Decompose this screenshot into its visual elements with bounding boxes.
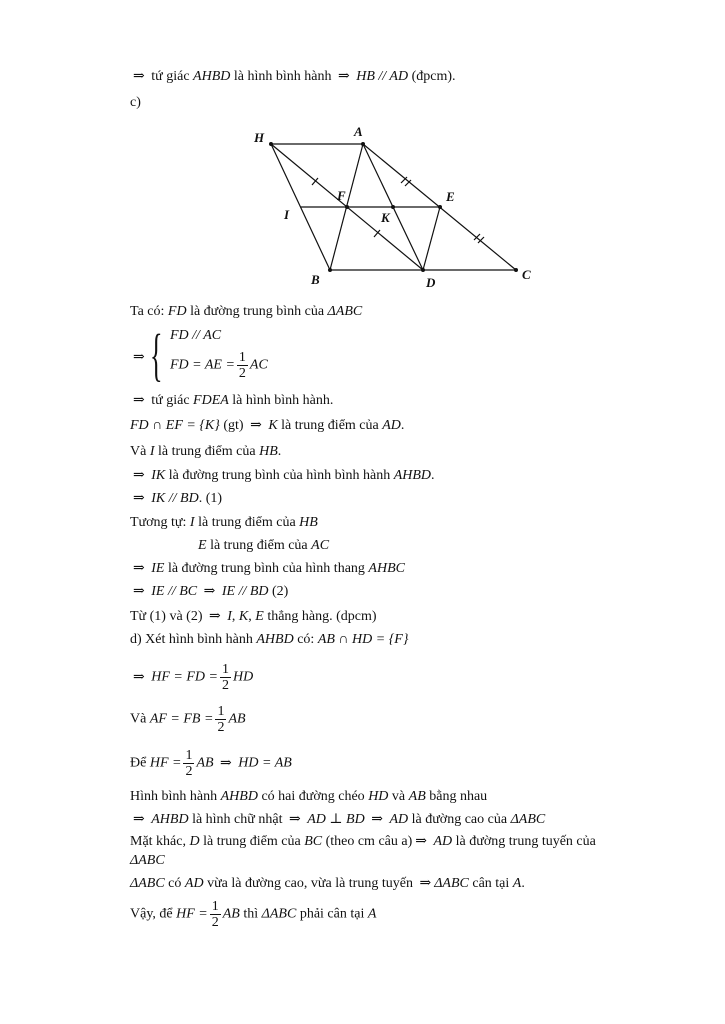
- point-K: [391, 205, 395, 209]
- text: c): [130, 95, 141, 110]
- math: E: [198, 538, 207, 553]
- text: là đường trung bình của hình bình hành: [168, 468, 391, 483]
- fraction: [220, 662, 231, 693]
- math: HB // AD: [356, 69, 409, 84]
- math: I: [149, 444, 155, 459]
- math: I: [227, 609, 232, 624]
- math: IK: [151, 468, 166, 483]
- implies-arrow: ⇒: [203, 584, 216, 599]
- curly-brace: {: [150, 322, 163, 387]
- text: .: [521, 876, 525, 891]
- point-H: [269, 142, 273, 146]
- text: và: [391, 789, 406, 804]
- text: là hình chữ nhật: [192, 812, 283, 827]
- denominator: 2: [221, 678, 229, 693]
- text: d) Xét hình bình hành: [130, 632, 253, 647]
- implies-arrow: ⇒: [371, 812, 383, 827]
- implies-arrow: ⇒: [133, 393, 145, 408]
- math: AB: [408, 789, 426, 804]
- point-B: [328, 268, 332, 272]
- text: . (1): [198, 491, 223, 506]
- math: IK // BD: [151, 491, 199, 506]
- text: Để: [130, 755, 147, 771]
- implies-arrow: ⇒: [133, 669, 145, 685]
- math: AD: [433, 834, 453, 849]
- line-collinear: [130, 609, 377, 625]
- math: HF = FD =: [151, 669, 218, 685]
- text: Và: [130, 711, 147, 727]
- text: là trung điểm của: [198, 515, 296, 530]
- text: có:: [297, 632, 315, 647]
- geometry-figure: [0, 0, 725, 300]
- text: .: [277, 444, 282, 459]
- implies-arrow: ⇒: [220, 755, 232, 771]
- point-F: [345, 205, 349, 209]
- label-C: C: [522, 267, 531, 282]
- text: vừa là đường cao, vừa là trung tuyến: [207, 876, 413, 891]
- point-C: [514, 268, 518, 272]
- line-midline-fd: [130, 304, 362, 320]
- text: là đường trung tuyến của: [455, 834, 596, 849]
- line-parallelogram-fdea: [130, 393, 333, 409]
- text: tứ giác: [151, 393, 190, 408]
- point-D: [421, 268, 425, 272]
- text: Từ (1) và (2): [130, 609, 203, 624]
- math: ΔABC: [130, 876, 165, 891]
- implies-arrow: ⇒: [415, 834, 427, 849]
- numerator: 1: [211, 899, 219, 914]
- text: .: [400, 418, 405, 433]
- math: AHBC: [368, 561, 405, 576]
- math: IE // BC: [151, 584, 198, 599]
- math: FD = AE =: [170, 357, 235, 373]
- line-hf-fd: [130, 662, 253, 693]
- equation-2: [170, 350, 268, 381]
- math: AC: [311, 538, 330, 553]
- text: là hình bình hành: [233, 69, 332, 84]
- label-H: H: [254, 130, 265, 145]
- line-e-midpoint: [198, 538, 329, 554]
- fraction: [237, 350, 248, 381]
- fraction: [210, 899, 221, 930]
- line-ik-midline: [130, 468, 435, 484]
- segment-ED: [423, 207, 440, 270]
- text: (2): [272, 584, 289, 599]
- text: Vậy, để: [130, 906, 173, 922]
- math: HB: [299, 515, 318, 530]
- text: Hình bình hành: [130, 789, 218, 804]
- math: FD // AC: [170, 328, 222, 343]
- implies-arrow: ⇒: [419, 876, 432, 891]
- math: AD: [382, 418, 401, 433]
- line-median: [130, 834, 596, 850]
- text: Ta có:: [130, 304, 165, 319]
- implies-arrow: ⇒: [133, 350, 145, 365]
- text: là trung điểm của: [203, 834, 301, 849]
- math: A: [512, 876, 522, 891]
- denominator: 2: [211, 915, 219, 930]
- math: D: [189, 834, 200, 849]
- text: là trung điểm của: [158, 444, 256, 459]
- text: tứ giác: [151, 69, 190, 84]
- point-A: [361, 142, 365, 146]
- denominator: 2: [217, 720, 225, 735]
- implies-arrow: ⇒: [133, 491, 145, 506]
- math: A: [367, 906, 377, 922]
- numerator: 1: [185, 748, 193, 763]
- math: I: [189, 515, 195, 530]
- implies-arrow: ⇒: [337, 69, 350, 84]
- fraction: [183, 748, 194, 779]
- math: AD: [184, 876, 204, 891]
- text: là đường trung bình của: [190, 304, 325, 319]
- math: ΔABC: [261, 906, 297, 922]
- line-ie-midline: [130, 561, 405, 577]
- text: Và: [130, 444, 147, 459]
- line-final: [130, 899, 376, 930]
- text: Mặt khác,: [130, 834, 186, 849]
- math: FD ∩ EF = {K}: [130, 418, 220, 433]
- math: AHBD: [256, 632, 294, 647]
- text: ,: [248, 609, 252, 624]
- text: có: [168, 876, 182, 891]
- line-part-d: [130, 632, 408, 648]
- line-ie-parallel: [130, 584, 288, 600]
- denominator: 2: [238, 366, 246, 381]
- line-k-midpoint: [130, 418, 404, 434]
- math: AHBD: [193, 69, 231, 84]
- math: AHBD: [393, 468, 432, 483]
- text: thì: [243, 906, 259, 922]
- text: cân tại: [472, 876, 510, 891]
- implies-arrow: ⇒: [209, 609, 221, 624]
- text: là hình bình hành.: [232, 393, 334, 408]
- math: AHBD: [220, 789, 258, 804]
- math: AB ∩ HD = {F}: [317, 632, 409, 647]
- label-F: F: [337, 188, 346, 203]
- math: AC: [249, 357, 268, 373]
- denominator: 2: [185, 764, 193, 779]
- text: có hai đường chéo: [261, 789, 365, 804]
- line-condition: [130, 748, 292, 779]
- implies-arrow: ⇒: [133, 468, 145, 483]
- numerator: 1: [217, 704, 225, 719]
- line-equal-diagonals: [130, 789, 487, 805]
- implies-arrow: ⇒: [133, 69, 145, 84]
- text: là đường cao của: [411, 812, 508, 827]
- text: (gt): [223, 418, 244, 433]
- text: là trung điểm của: [281, 418, 379, 433]
- text: là đường trung bình của hình thang: [167, 561, 365, 576]
- line-similarly: [130, 515, 318, 531]
- math: K: [268, 418, 278, 433]
- implies-arrow: ⇒: [133, 812, 145, 827]
- math: IE: [151, 561, 165, 576]
- math: AHBD: [151, 812, 189, 827]
- math: HD = AB: [238, 755, 292, 771]
- label-A: A: [354, 124, 363, 139]
- implies-arrow: ⇒: [288, 812, 301, 827]
- text: .: [431, 468, 435, 483]
- implies-arrow: ⇒: [133, 584, 145, 599]
- math: AD: [389, 812, 409, 827]
- numerator: 1: [238, 350, 246, 365]
- math: FD: [167, 304, 187, 319]
- implies-arrow: ⇒: [133, 561, 145, 576]
- line-af-fb: [130, 704, 246, 735]
- math: AB: [196, 755, 214, 771]
- label-D: D: [426, 275, 436, 290]
- line-i-midpoint: [130, 444, 281, 460]
- implies-arrow: ⇒: [250, 418, 262, 433]
- math: HF =: [176, 906, 208, 922]
- text: ,: [231, 609, 236, 624]
- label-I: I: [284, 207, 290, 222]
- math: HB: [259, 444, 278, 459]
- numerator: 1: [221, 662, 229, 677]
- math: IE // BD: [221, 584, 269, 599]
- math: AF = FB =: [149, 711, 214, 727]
- math: ΔABC: [510, 812, 546, 827]
- fraction: [215, 704, 226, 735]
- system-of-equations: [130, 322, 330, 388]
- math: ΔABC: [327, 304, 363, 319]
- line-rectangle: [130, 812, 545, 828]
- text: (theo cm câu a): [325, 834, 413, 849]
- label-K: K: [381, 210, 390, 225]
- math: HD: [368, 789, 389, 804]
- math: BC: [304, 834, 323, 849]
- math: E: [255, 609, 264, 624]
- math: FDEA: [193, 393, 229, 408]
- text: là trung điểm của: [210, 538, 308, 553]
- text: thẳng hàng. (dpcm): [267, 609, 377, 624]
- text: Tương tự:: [130, 515, 187, 530]
- line-isosceles: [130, 876, 525, 892]
- math: ΔABC: [130, 853, 165, 868]
- math: AB: [228, 711, 246, 727]
- math: AB: [222, 906, 240, 922]
- line-ik-parallel: [130, 491, 222, 507]
- math: K: [238, 609, 249, 624]
- math: AD ⊥ BD: [307, 812, 365, 827]
- math: HD: [232, 669, 254, 685]
- math: ΔABC: [434, 876, 469, 891]
- line-triangle-abc: [130, 853, 165, 869]
- text: phải cân tại: [299, 906, 365, 922]
- label-B: B: [311, 272, 320, 287]
- text: bằng nhau: [429, 789, 488, 804]
- label-E: E: [446, 189, 455, 204]
- text: (đpcm).: [411, 69, 456, 84]
- math: HF =: [149, 755, 182, 771]
- point-E: [438, 205, 442, 209]
